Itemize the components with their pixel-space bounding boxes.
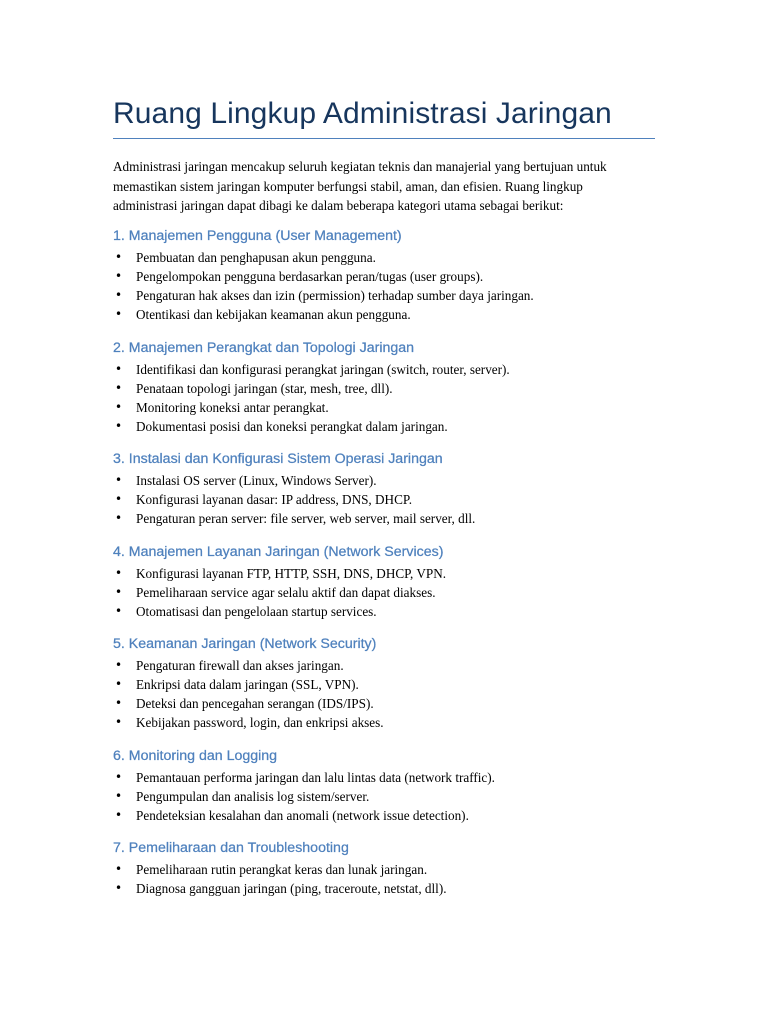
list-item xyxy=(113,713,656,732)
list-item xyxy=(113,305,656,324)
section-os-installation xyxy=(113,449,656,528)
list-item-text: Dokumentasi posisi dan koneksi perangkat dalam jaringan. xyxy=(136,418,448,434)
section-network-services xyxy=(113,542,656,621)
bullet-icon: • xyxy=(115,584,123,599)
list-item xyxy=(113,286,656,305)
bullet-icon: • xyxy=(115,399,123,414)
list-item-text: Pengelompokan pengguna berdasarkan peran/tugas (user groups). xyxy=(136,268,484,284)
list-item-text: Otomatisasi dan pengelolaan startup services. xyxy=(136,603,377,619)
section-device-topology xyxy=(113,338,656,436)
section-maintenance-troubleshooting xyxy=(113,838,656,898)
bullet-icon: • xyxy=(115,861,123,876)
list-item xyxy=(113,768,656,787)
bullet-list xyxy=(113,360,656,436)
bullet-icon: • xyxy=(115,268,123,283)
bullet-icon: • xyxy=(115,714,123,729)
list-item xyxy=(113,860,656,879)
list-item xyxy=(113,379,656,398)
list-item-text: Enkripsi data dalam jaringan (SSL, VPN). xyxy=(136,676,359,692)
list-item xyxy=(113,602,656,621)
list-item-text: Pengumpulan dan analisis log sistem/server. xyxy=(136,788,370,804)
intro-paragraph: Administrasi jaringan mencakup seluruh kegiatan teknis dan manajerial yang bertujuan untuk memastikan sistem jaringan komputer berfungsi stabil, aman, dan efisien. Ruang lingkup administrasi jaringan dapat dibagi ke dalam beberapa kategori utama sebagai berikut: xyxy=(113,159,607,214)
list-item-text: Pengaturan firewall dan akses jaringan. xyxy=(136,657,344,673)
list-item-text: Pemeliharaan rutin perangkat keras dan lunak jaringan. xyxy=(136,861,428,877)
section-heading: 1. Manajemen Pengguna (User Management) xyxy=(113,227,402,244)
bullet-icon: • xyxy=(115,510,123,525)
list-item xyxy=(113,806,656,825)
bullet-icon: • xyxy=(115,249,123,264)
list-item-text: Penataan topologi jaringan (star, mesh, tree, dll). xyxy=(136,380,393,396)
list-item-text: Pengaturan hak akses dan izin (permission) terhadap sumber daya jaringan. xyxy=(136,287,534,303)
sections-container xyxy=(113,226,656,898)
list-item xyxy=(113,509,656,528)
bullet-icon: • xyxy=(115,603,123,618)
list-item xyxy=(113,248,656,267)
list-item xyxy=(113,694,656,713)
list-item-text: Pendeteksian kesalahan dan anomali (network issue detection). xyxy=(136,807,469,823)
list-item xyxy=(113,675,656,694)
list-item xyxy=(113,417,656,436)
bullet-list xyxy=(113,471,656,528)
list-item-text: Kebijakan password, login, dan enkripsi akses. xyxy=(136,714,384,730)
list-item-text: Monitoring koneksi antar perangkat. xyxy=(136,399,329,415)
list-item-text: Pengaturan peran server: file server, web server, mail server, dll. xyxy=(136,510,476,526)
bullet-icon: • xyxy=(115,565,123,580)
bullet-icon: • xyxy=(115,695,123,710)
bullet-icon: • xyxy=(115,418,123,433)
bullet-icon: • xyxy=(115,676,123,691)
list-item-text: Pemeliharaan service agar selalu aktif dan dapat diakses. xyxy=(136,584,436,600)
section-heading: 4. Manajemen Layanan Jaringan (Network Services) xyxy=(113,543,444,560)
list-item xyxy=(113,360,656,379)
list-item-text: Konfigurasi layanan dasar: IP address, DNS, DHCP. xyxy=(136,491,413,507)
bullet-icon: • xyxy=(115,491,123,506)
bullet-icon: • xyxy=(115,769,123,784)
bullet-icon: • xyxy=(115,880,123,895)
list-item xyxy=(113,267,656,286)
bullet-list xyxy=(113,248,656,324)
list-item xyxy=(113,879,656,898)
bullet-icon: • xyxy=(115,361,123,376)
bullet-icon: • xyxy=(115,657,123,672)
list-item-text: Pemantauan performa jaringan dan lalu lintas data (network traffic). xyxy=(136,769,495,785)
bullet-icon: • xyxy=(115,380,123,395)
list-item xyxy=(113,564,656,583)
list-item xyxy=(113,398,656,417)
section-heading: 6. Monitoring dan Logging xyxy=(113,747,278,764)
bullet-list xyxy=(113,564,656,621)
bullet-icon: • xyxy=(115,306,123,321)
title-underline xyxy=(113,138,655,139)
list-item xyxy=(113,656,656,675)
list-item xyxy=(113,490,656,509)
section-heading: 3. Instalasi dan Konfigurasi Sistem Operasi Jaringan xyxy=(113,450,443,467)
section-monitoring-logging xyxy=(113,746,656,825)
list-item xyxy=(113,471,656,490)
list-item-text: Deteksi dan pencegahan serangan (IDS/IPS). xyxy=(136,695,374,711)
bullet-list xyxy=(113,768,656,825)
bullet-list xyxy=(113,656,656,732)
bullet-list xyxy=(113,860,656,898)
section-heading: 5. Keamanan Jaringan (Network Security) xyxy=(113,635,377,652)
section-heading: 2. Manajemen Perangkat dan Topologi Jaringan xyxy=(113,339,415,356)
section-user-management xyxy=(113,226,656,324)
list-item-text: Instalasi OS server (Linux, Windows Server). xyxy=(136,472,377,488)
section-network-security xyxy=(113,634,656,732)
section-heading: 7. Pemeliharaan dan Troubleshooting xyxy=(113,839,349,856)
bullet-icon: • xyxy=(115,472,123,487)
list-item xyxy=(113,583,656,602)
list-item-text: Diagnosa gangguan jaringan (ping, traceroute, netstat, dll). xyxy=(136,880,447,896)
list-item-text: Konfigurasi layanan FTP, HTTP, SSH, DNS, DHCP, VPN. xyxy=(136,565,447,581)
bullet-icon: • xyxy=(115,807,123,822)
list-item-text: Otentikasi dan kebijakan keamanan akun pengguna. xyxy=(136,306,411,322)
list-item-text: Pembuatan dan penghapusan akun pengguna. xyxy=(136,249,376,265)
bullet-icon: • xyxy=(115,788,123,803)
list-item xyxy=(113,787,656,806)
bullet-icon: • xyxy=(115,287,123,302)
list-item-text: Identifikasi dan konfigurasi perangkat jaringan (switch, router, server). xyxy=(136,361,510,377)
page-title: Ruang Lingkup Administrasi Jaringan xyxy=(113,97,612,130)
